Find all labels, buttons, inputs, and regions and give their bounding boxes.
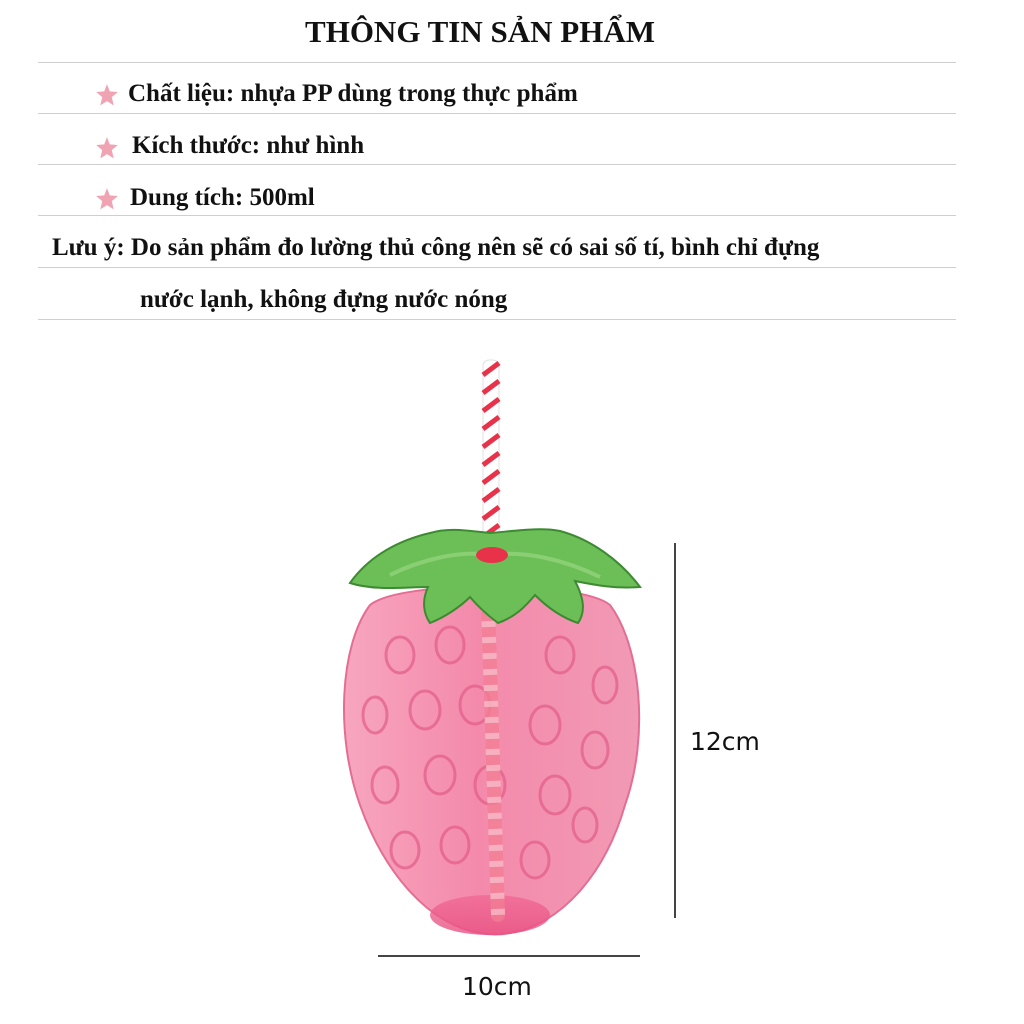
divider — [38, 113, 956, 114]
width-label: 10cm — [462, 972, 532, 1001]
star-bullet-icon — [94, 186, 120, 212]
spec-material: Chất liệu: nhựa PP dùng trong thực phẩm — [128, 80, 578, 107]
note-line-2: nước lạnh, không đựng nước nóng — [140, 286, 508, 313]
divider — [38, 215, 956, 216]
divider — [38, 319, 956, 320]
strawberry-cup-image — [330, 355, 650, 945]
height-dimension-line — [674, 543, 676, 918]
width-dimension-line — [378, 955, 640, 957]
spec-size: Kích thước: như hình — [132, 132, 365, 159]
page-title: THÔNG TIN SẢN PHẨM — [305, 14, 655, 49]
divider — [38, 267, 956, 268]
divider — [38, 164, 956, 165]
divider — [38, 62, 956, 63]
height-label: 12cm — [690, 727, 760, 756]
note-line-1: Lưu ý: Do sản phẩm đo lường thủ công nên sẽ có sai số tí, bình chỉ đựng — [52, 234, 820, 261]
star-bullet-icon — [94, 135, 120, 161]
star-bullet-icon — [94, 82, 120, 108]
spec-capacity: Dung tích: 500ml — [130, 184, 315, 211]
